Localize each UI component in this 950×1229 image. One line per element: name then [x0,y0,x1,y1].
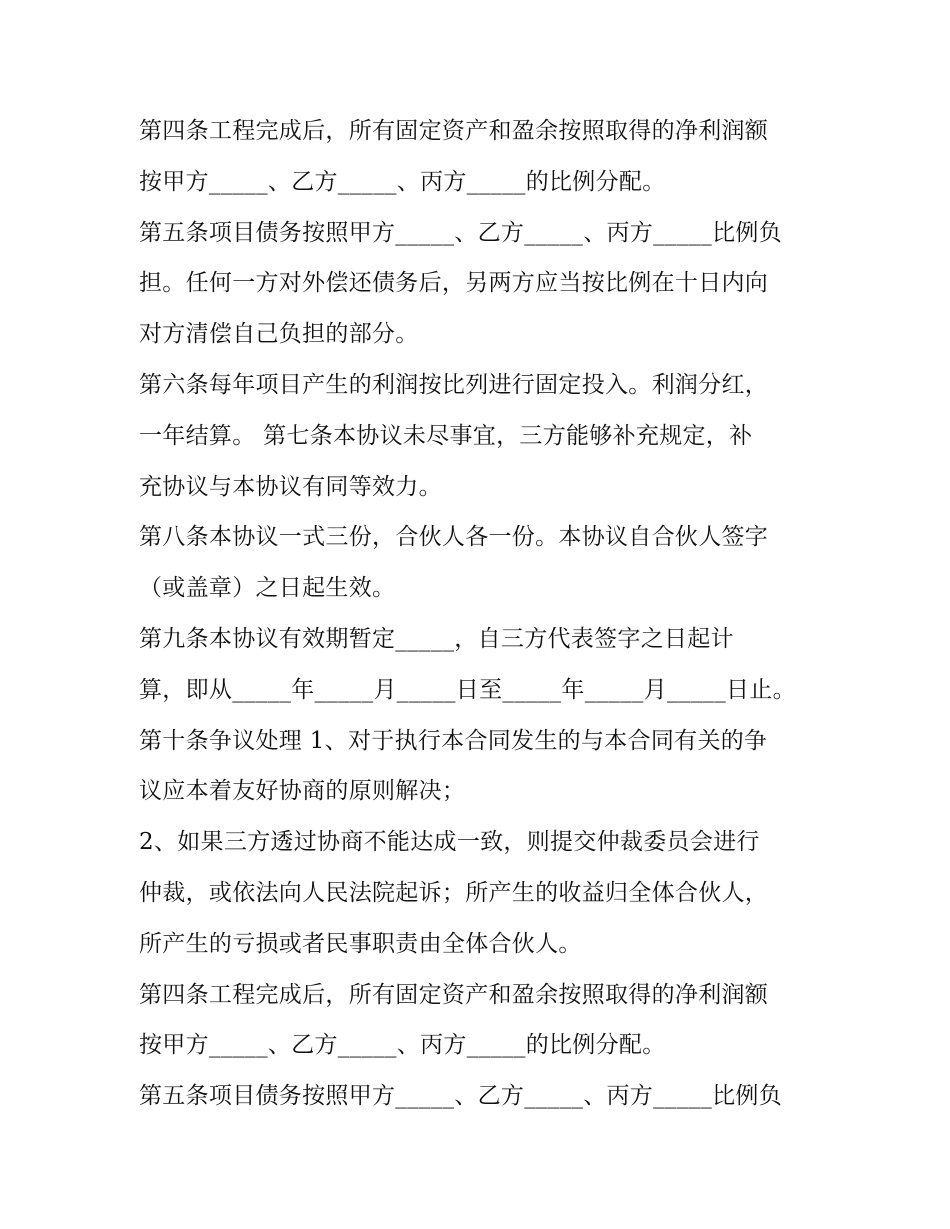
document-body [139,106,819,1122]
text-line: 第九条本协议有效期暂定_____，自三方代表签字之日起计 [139,625,734,652]
text-line: 第五条项目债务按照甲方_____、乙方_____、丙方_____比例负 [139,1083,782,1110]
text-line: 仲裁，或依法向人民法院起诉；所产生的收益归全体合伙人， [139,879,769,906]
text-line: 第四条工程完成后，所有固定资产和盈余按照取得的净利润额 [139,118,769,144]
text-line: 对方清偿自己负担的部分。 [139,321,419,348]
text-line: （或盖章）之日起生效。 [139,575,396,602]
text-line: 第六条每年项目产生的利润按比列进行固定投入。利润分红， [139,371,769,398]
text-line: 充协议与本协议有同等效力。 [139,473,442,500]
text-line: 第八条本协议一式三份，合伙人各一份。本协议自合伙人签字 [139,524,769,551]
text-line: 第四条工程完成后，所有固定资产和盈余按照取得的净利润额 [139,981,769,1008]
text-line: 第十条争议处理 1、对于执行本合同发生的与本合同有关的争 [139,727,768,754]
text-line: 算，即从_____年_____月_____日至_____年_____月_____日止。 [139,676,796,703]
text-line: 所产生的亏损或者民事职责由全体合伙人。 [139,930,582,957]
text-line: 担。任何一方对外偿还债务后，另两方应当按比例在十日内向 [139,270,769,297]
text-line: 按甲方_____、乙方_____、丙方_____的比例分配。 [139,168,666,195]
text-line: 议应本着友好协商的原则解决； [139,778,466,805]
text-line: 一年结算。 第七条本协议未尽事宜，三方能够补充规定，补 [139,422,753,449]
text-line: 按甲方_____、乙方_____、丙方_____的比例分配。 [139,1032,666,1059]
text-line: 2、如果三方透过协商不能达成一致，则提交仲裁委员会进行 [139,829,760,856]
text-line: 第五条项目债务按照甲方_____、乙方_____、丙方_____比例负 [139,219,782,246]
